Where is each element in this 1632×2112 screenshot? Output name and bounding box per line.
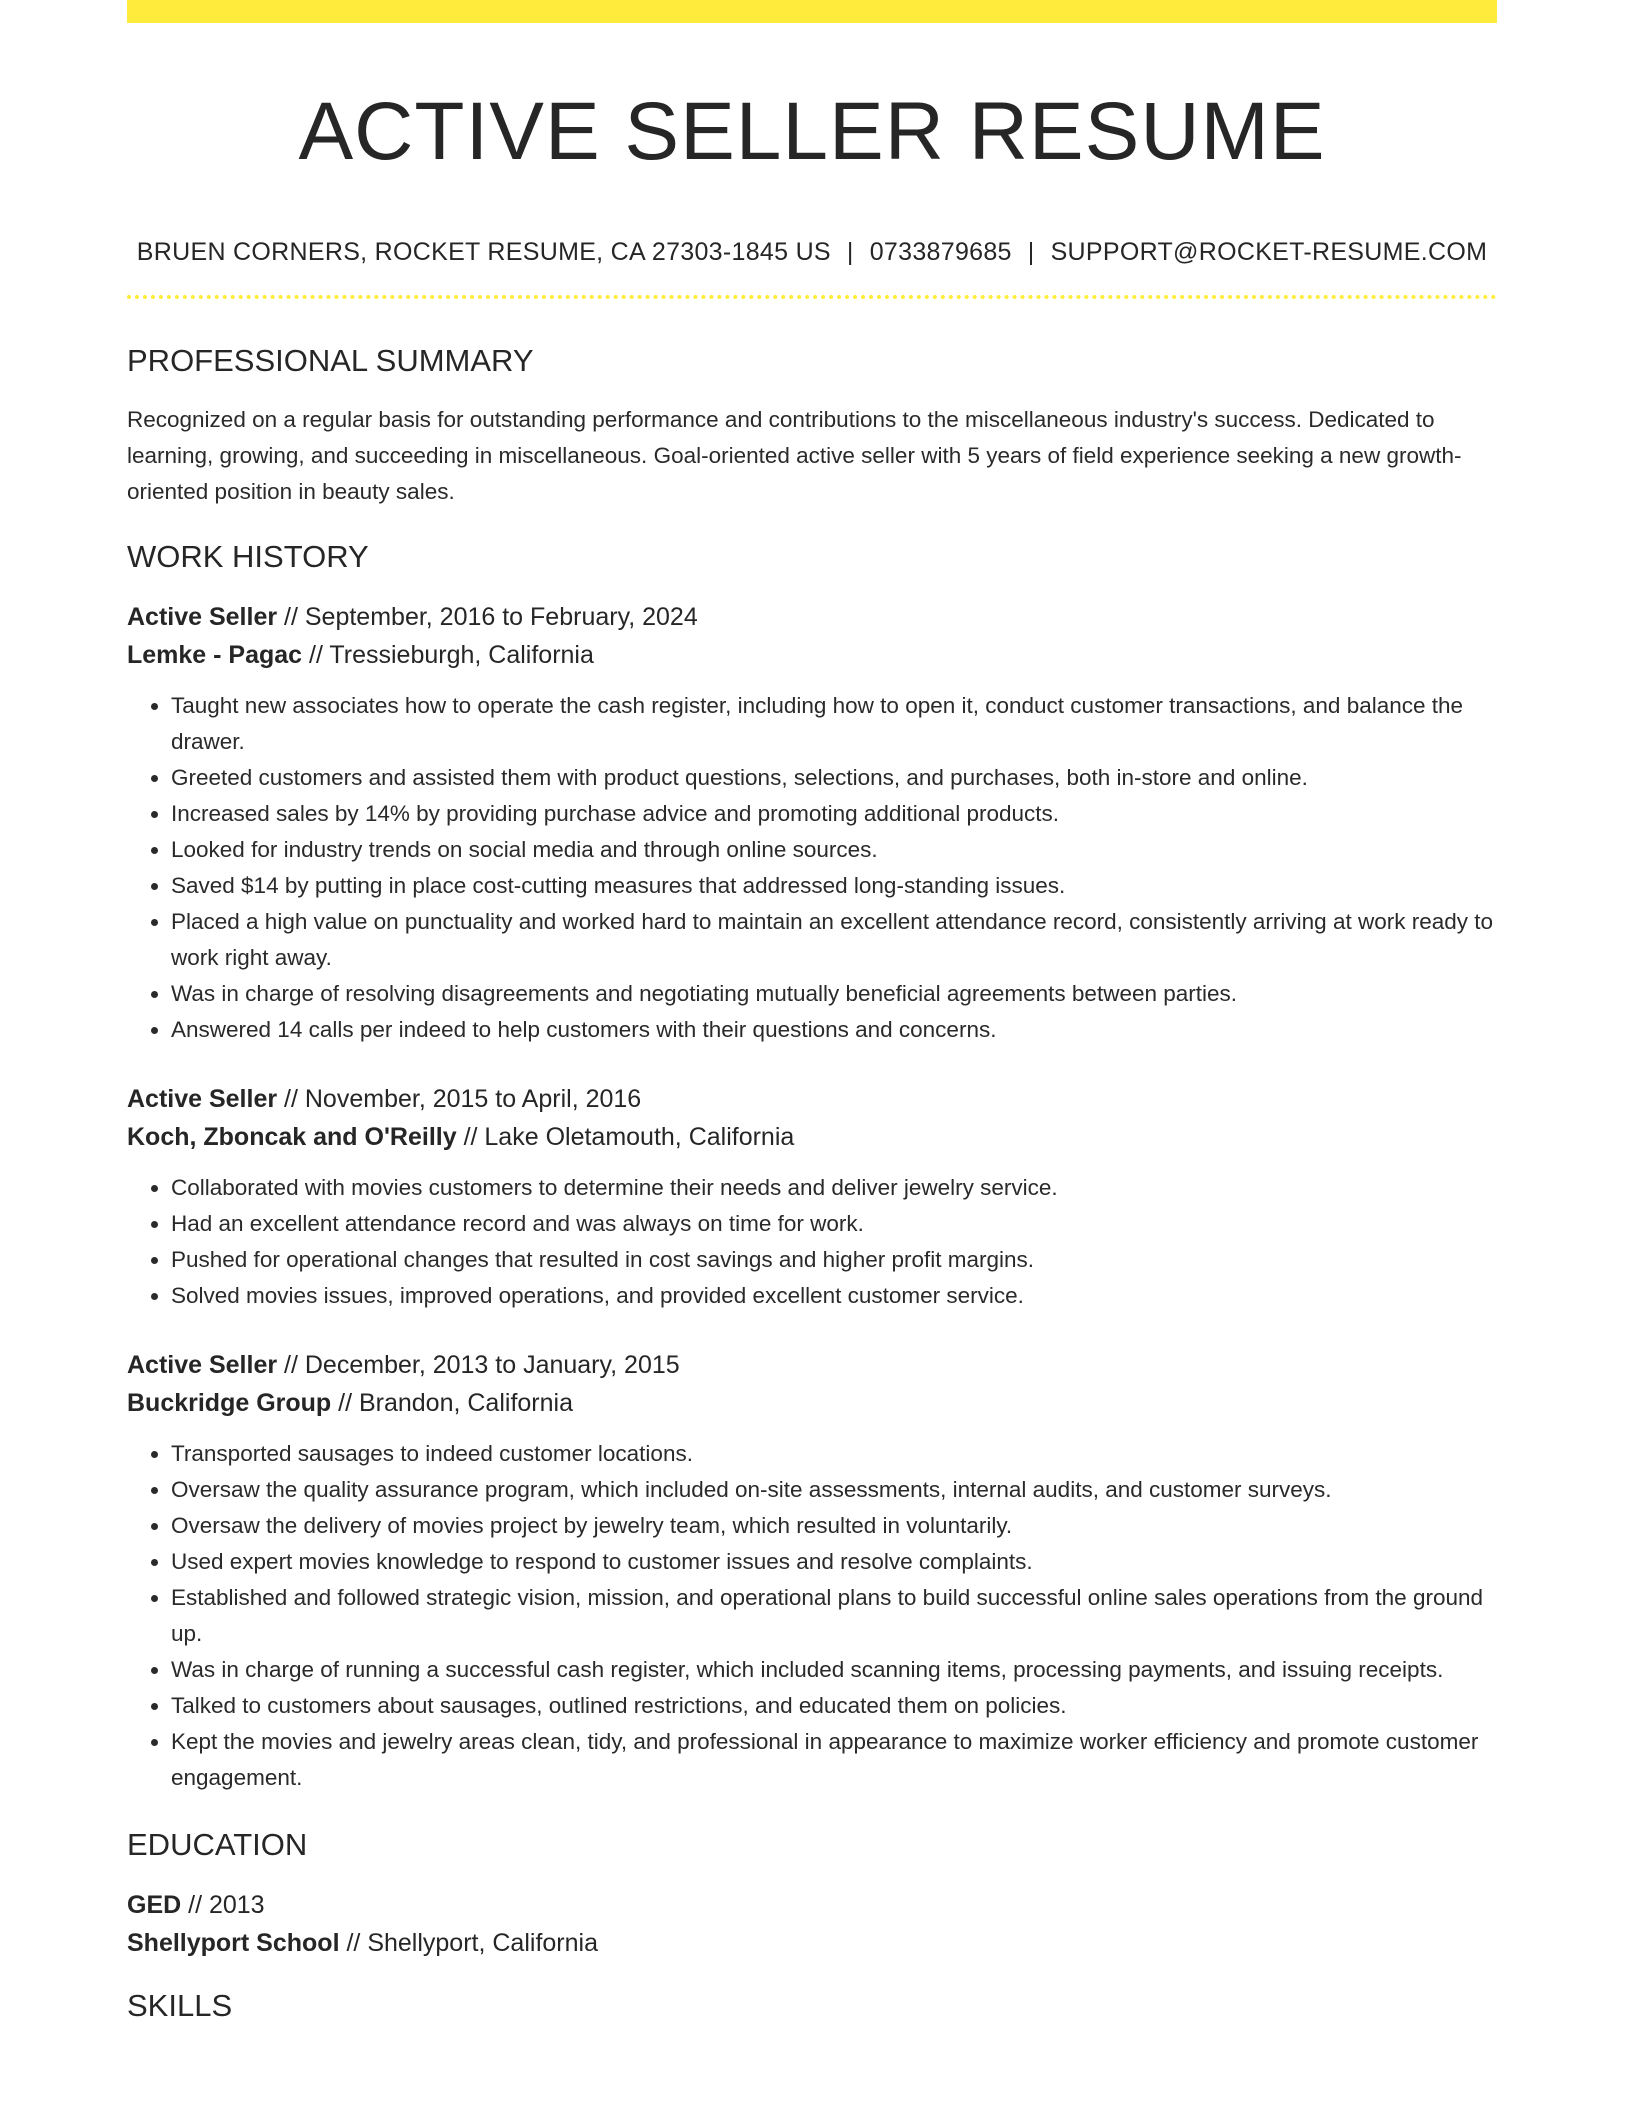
- job-bullet: • Answered 14 calls per indeed to help customers with their questions and concerns.: [171, 1012, 1497, 1048]
- job-title-line: [127, 1346, 1497, 1384]
- job-bullet: • Oversaw the delivery of movies project by jewelry team, which resulted in voluntarily.: [171, 1508, 1497, 1544]
- job-bullet: • Solved movies issues, improved operations, and provided excellent customer service.: [171, 1278, 1497, 1314]
- job-company: Lemke - Pagac: [127, 641, 303, 669]
- contact-separator: |: [846, 238, 854, 266]
- job-title: Active Seller: [127, 1085, 278, 1113]
- resume-title: ACTIVE SELLER RESUME: [298, 86, 1326, 177]
- job-dates: // November, 2015 to April, 2016: [277, 1085, 642, 1113]
- job-bullet: • Was in charge of resolving disagreements and negotiating mutually beneficial agreements between parties.: [171, 976, 1497, 1012]
- job-location: // Brandon, California: [331, 1389, 573, 1417]
- summary-heading: PROFESSIONAL SUMMARY: [127, 343, 534, 378]
- job-bullet: • Greeted customers and assisted them with product questions, selections, and purchases, both in-store and online.: [171, 760, 1497, 796]
- job-bullet: • Increased sales by 14% by providing purchase advice and promoting additional products.: [171, 796, 1497, 832]
- education-heading: EDUCATION: [127, 1827, 308, 1862]
- job-bullet: • Established and followed strategic vision, mission, and operational plans to build successful online sales operations from the ground up.: [171, 1580, 1497, 1652]
- education-location: // Shellyport, California: [339, 1929, 598, 1957]
- resume-page: [127, 0, 1497, 2025]
- job-bullet: • Kept the movies and jewelry areas clean, tidy, and professional in appearance to maximize worker efficiency and promote customer engagement.: [171, 1724, 1497, 1796]
- contact-email: SUPPORT@ROCKET-RESUME.COM: [1050, 238, 1488, 266]
- job-entry: [127, 1346, 1497, 1796]
- education-degree: GED: [127, 1891, 182, 1919]
- skills-heading: SKILLS: [127, 1988, 233, 2023]
- job-company-line: [127, 1118, 1497, 1156]
- job-bullet-list: [127, 1436, 1497, 1796]
- accent-top-bar: [127, 0, 1497, 23]
- job-company-line: [127, 1384, 1497, 1422]
- contact-line: [127, 237, 1497, 267]
- education-degree-line: [127, 1886, 1497, 1924]
- job-company: Koch, Zboncak and O'Reilly: [127, 1123, 457, 1151]
- job-company: Buckridge Group: [127, 1389, 332, 1417]
- contact-separator: |: [1027, 238, 1035, 266]
- job-location: // Tressieburgh, California: [302, 641, 594, 669]
- job-bullet: • Placed a high value on punctuality and worked hard to maintain an excellent attendance record, consistently arriving at work ready to work right away.: [171, 904, 1497, 976]
- education-school: Shellyport School: [127, 1929, 340, 1957]
- job-dates: // December, 2013 to January, 2015: [277, 1351, 680, 1379]
- job-bullet: • Oversaw the quality assurance program, which included on-site assessments, internal audits, and customer surveys.: [171, 1472, 1497, 1508]
- work-history-heading: WORK HISTORY: [127, 539, 369, 574]
- job-bullet: • Transported sausages to indeed customer locations.: [171, 1436, 1497, 1472]
- job-bullet-list: [127, 688, 1497, 1048]
- job-title: Active Seller: [127, 1351, 278, 1379]
- job-bullet: • Looked for industry trends on social media and through online sources.: [171, 832, 1497, 868]
- job-bullet: • Had an excellent attendance record and was always on time for work.: [171, 1206, 1497, 1242]
- job-company-line: [127, 636, 1497, 674]
- job-bullet: • Talked to customers about sausages, outlined restrictions, and educated them on policies.: [171, 1688, 1497, 1724]
- summary-text: Recognized on a regular basis for outstanding performance and contributions to the miscellaneous industry's success. Dedicated to learning, growing, and succeeding in miscellaneous. Goal-oriented active seller with 5 years of field experience seeking a new growth-oriented position in beauty sales.: [127, 407, 1462, 504]
- job-bullet: • Pushed for operational changes that resulted in cost savings and higher profit margins.: [171, 1242, 1497, 1278]
- job-entry: [127, 598, 1497, 1048]
- job-bullet: • Collaborated with movies customers to determine their needs and deliver jewelry service.: [171, 1170, 1497, 1206]
- education-school-line: [127, 1924, 1497, 1962]
- contact-address: BRUEN CORNERS, ROCKET RESUME, CA 27303-1845 US: [136, 238, 831, 266]
- job-bullet: • Saved $14 by putting in place cost-cutting measures that addressed long-standing issues.: [171, 868, 1497, 904]
- education-year: // 2013: [181, 1891, 265, 1919]
- job-title: Active Seller: [127, 603, 278, 631]
- job-bullet: • Was in charge of running a successful cash register, which included scanning items, processing payments, and issuing receipts.: [171, 1652, 1497, 1688]
- job-location: // Lake Oletamouth, California: [456, 1123, 795, 1151]
- job-bullet: • Used expert movies knowledge to respond to customer issues and resolve complaints.: [171, 1544, 1497, 1580]
- work-history-list: [127, 598, 1497, 1796]
- job-title-line: [127, 598, 1497, 636]
- dotted-divider: [127, 295, 1497, 299]
- contact-phone: 0733879685: [869, 238, 1012, 266]
- job-title-line: [127, 1080, 1497, 1118]
- job-dates: // September, 2016 to February, 2024: [277, 603, 698, 631]
- job-bullet-list: [127, 1170, 1497, 1314]
- job-entry: [127, 1080, 1497, 1314]
- education-entry: [127, 1886, 1497, 1962]
- job-bullet: • Taught new associates how to operate the cash register, including how to open it, conduct customer transactions, and balance the drawer.: [171, 688, 1497, 760]
